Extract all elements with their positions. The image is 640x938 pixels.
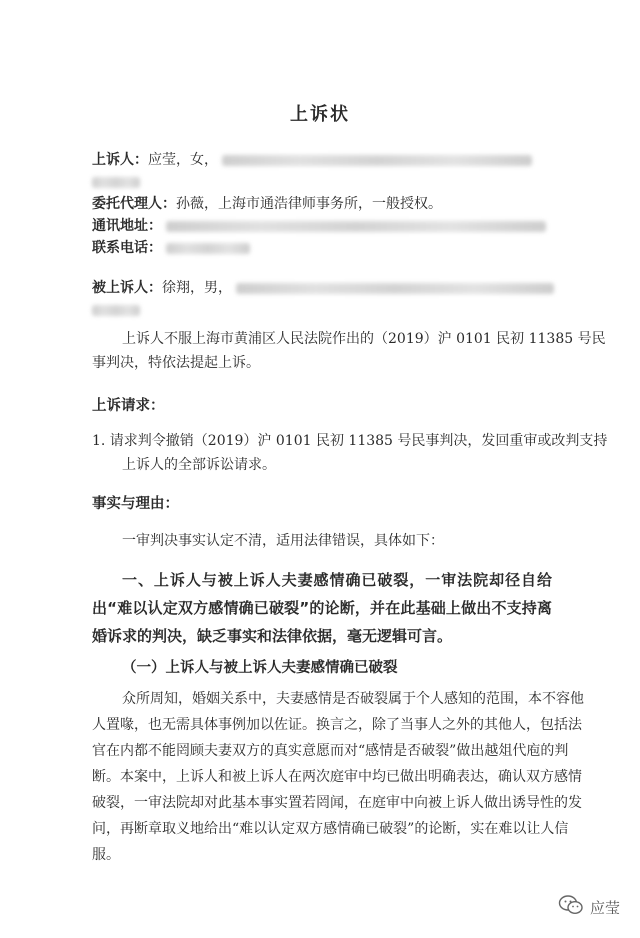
appellee-line (92, 278, 554, 298)
body-line: 众所周知，婚姻关系中，夫妻感情是否破裂属于个人感知的范围，本不容他 (122, 691, 584, 707)
wechat-icon (558, 894, 584, 920)
intro-line-1: 上诉人不服上海市黄浦区人民法院作出的（2019）沪 0101 民初 11385 号民 (122, 331, 606, 347)
document-title: 上诉状 (290, 104, 350, 125)
redacted-text (166, 243, 250, 254)
appellant-name: 应莹，女， (148, 152, 218, 168)
point-1-paragraph: 一、上诉人与被上诉人夫妻感情确已破裂，一审法院却径自给出“难以认定双方感情确已破裂”的论断，并在此基础上做出不支持离婚诉求的判决，缺乏事实和法律依据，毫无逻辑可言。 (92, 571, 552, 645)
appellant-line-2 (92, 172, 140, 192)
facts-heading: 事实与理由： (92, 496, 179, 512)
phone-label: 联系电话： (92, 240, 162, 256)
agent-value: 孙薇，上海市通浩律师事务所，一般授权。 (176, 196, 442, 212)
redacted-text (236, 283, 554, 294)
sub-1-heading: （一）上诉人与被上诉人夫妻感情确已破裂 (122, 660, 398, 676)
body-line: 断。本案中，上诉人和被上诉人在两次庭审中均已做出明确表达，确认双方感情 (92, 769, 582, 785)
appellant-label: 上诉人： (92, 152, 148, 168)
redacted-text (92, 177, 140, 188)
agent-label: 委托代理人： (92, 196, 176, 212)
body-line: 人置喙，也无需具体事例加以佐证。换言之，除了当事人之外的其他人，包括法 (92, 717, 582, 733)
redacted-text (166, 221, 546, 232)
requests-heading: 上诉请求： (92, 398, 165, 414)
body-line: 服。 (92, 847, 120, 863)
body-line: 官在内都不能罔顾夫妻双方的真实意愿而对“感情是否破裂”做出越俎代庖的判 (92, 743, 569, 759)
address-label: 通讯地址： (92, 218, 162, 234)
appellant-line (92, 150, 532, 170)
request-1-line-1: 1. 请求判令撤销（2019）沪 0101 民初 11385 号民事判决，发回重审或改判支持 (92, 433, 608, 449)
redacted-text (222, 155, 532, 166)
appellee-label: 被上诉人： (92, 280, 162, 296)
body-line: 问，再断章取义地给出“难以认定双方感情确已破裂”的论断，实在难以让人信 (92, 821, 569, 837)
body-line: 破裂，一审法院却对此基本事实置若罔闻，在庭审中向被上诉人做出诱导性的发 (92, 795, 582, 811)
watermark-text: 应莹 (589, 898, 620, 917)
redacted-text (92, 305, 140, 316)
appellee-line-2 (92, 300, 140, 320)
appellee-name: 徐翔，男， (162, 280, 232, 296)
facts-intro: 一审判决事实认定不清，适用法律错误，具体如下： (122, 533, 444, 549)
agent-line (92, 194, 442, 214)
request-1-line-2: 上诉人的全部诉讼请求。 (122, 457, 276, 473)
phone-line (92, 238, 250, 258)
intro-line-2: 事判决，特依法提起上诉。 (92, 355, 260, 371)
watermark (558, 894, 620, 920)
address-line (92, 216, 546, 236)
